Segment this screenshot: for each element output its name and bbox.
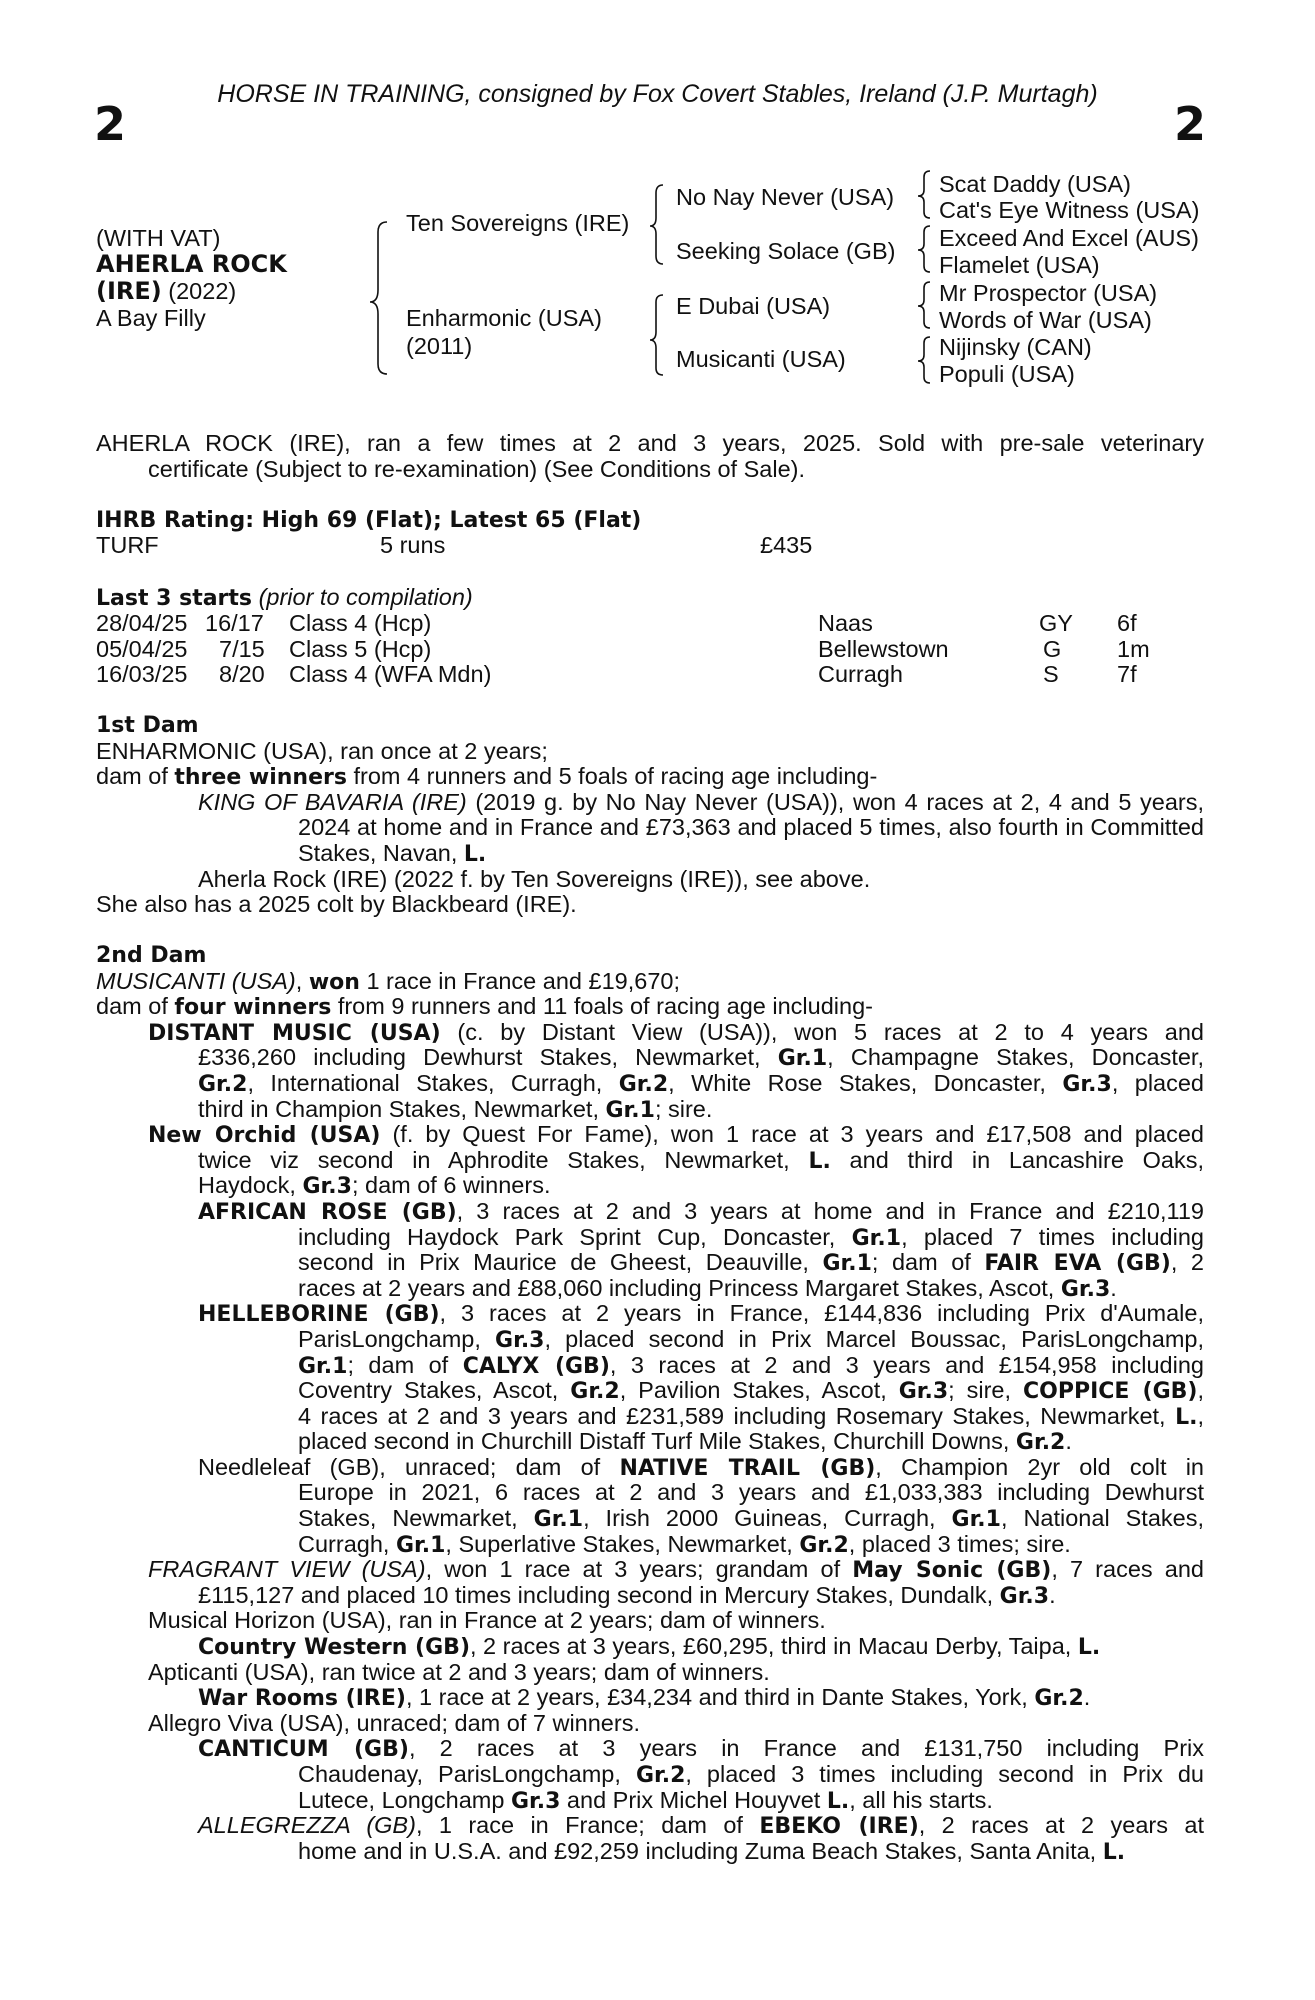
pedigree-dam-year: (2011) (406, 333, 473, 359)
start-row: 16/03/25 8/20 Class 4 (WFA Mdn) Curragh S 7f (96, 661, 1137, 687)
first-dam-heading: 1st Dam (96, 713, 199, 738)
rating-earnings: £435 (760, 532, 813, 558)
first-dam-section: 1st Dam ENHARMONIC (USA), ran once at 2 years; dam of three winners from 4 runners and 5 foals of racing age including- KING OF BAVARIA (IRE) (2019 g. by No Nay Never (USA)), won 4 races at 2, 4 and 5 years, 2024 at home and in France and £73,363 and placed 5 times, also fourth in Committed Stakes, Navan, L. Aherla Rock (IRE) (2022 f. by Ten Sovereigns (IRE)), see above. She also has a 2025 colt by Blackbeard (IRE). (96, 713, 1204, 918)
horse-summary: AHERLA ROCK (IRE), ran a few times at 2 and 3 years, 2025. Sold with pre-sale veterinary certificate (Subject to re-examination) (See Conditions of Sale). (96, 430, 1204, 482)
pedigree-g5: Mr Prospector (USA) (939, 280, 1158, 306)
pedigree-sire-dam: Seeking Solace (GB) (676, 238, 896, 264)
rating-surface: TURF (96, 532, 159, 558)
lot-number-left: 2 (94, 97, 127, 151)
pedigree-g8: Populi (USA) (939, 361, 1075, 387)
pedigree-g7: Nijinsky (CAN) (939, 334, 1092, 360)
pedigree-dam: Enharmonic (USA) (406, 305, 602, 331)
pedigree-g4: Flamelet (USA) (939, 252, 1100, 278)
pedigree-g2: Cat's Eye Witness (USA) (939, 197, 1200, 223)
start-row: 28/04/25 16/17 Class 4 (Hcp) Naas GY 6f (96, 610, 1137, 636)
last-starts-heading: Last 3 starts (prior to compilation) (96, 584, 473, 611)
pedigree-g1: Scat Daddy (USA) (939, 171, 1131, 197)
vat-note: (WITH VAT) (96, 225, 221, 251)
start-row: 05/04/25 7/15 Class 5 (Hcp) Bellewstown G 1m (96, 636, 1150, 662)
pedigree-sire-sire: No Nay Never (USA) (676, 184, 895, 210)
horse-origin: (IRE) (2022) (96, 277, 237, 305)
pedigree-dam-sire: E Dubai (USA) (676, 293, 831, 319)
pedigree-g3: Exceed And Excel (AUS) (939, 225, 1199, 251)
horse-description: A Bay Filly (96, 305, 206, 331)
second-dam-section: 2nd Dam MUSICANTI (USA), won 1 race in France and £19,670; dam of four winners from 9 runners and 11 foals of racing age including- DISTANT MUSIC (USA) (c. by Distant View (USA)), won 5 races at 2 to 4 years and £336,260 including Dewhurst Stakes, Newmarket, Gr.1, Champagne Stakes, Doncaster, Gr.2, International Stakes, Curragh, Gr.2, White Rose Stakes, Doncaster, Gr.3, placed third in Champion Stakes, Newmarket, Gr.1; sire. New Orchid (USA) (f. by Quest For Fame), won 1 race at 3 years and £17,508 and placed twice viz second in Aphrodite Stakes, Newmarket, L. and third in Lancashire Oaks, Haydock, Gr.3; dam of 6 winners. AFRICAN ROSE (GB), 3 races at 2 and 3 years at home and in France and £210,119 including Haydock Park Sprint Cup, Doncaster, Gr.1, placed 7 times including second in Prix Maurice de Gheest, Deauville, Gr.1; dam of FAIR EVA (GB), 2 races at 2 years and £88,060 including Princess Margaret Stakes, Ascot, Gr.3. HELLEBORINE (GB), 3 races at 2 years in France, £144,836 including Prix d'Aumale, ParisLongchamp, Gr.3, placed second in Prix Marcel Boussac, ParisLongchamp, Gr.1; dam of CALYX (GB), 3 races at 2 and 3 years and £154,958 including Coventry Stakes, Ascot, Gr.2, Pavilion Stakes, Ascot, Gr.3; sire, COPPICE (GB), 4 races at 2 and 3 years and £231,589 including Rosemary Stakes, Newmarket, L., placed second in Churchill Distaff Turf Mile Stakes, Churchill Downs, Gr.2. Needleleaf (GB), unraced; dam of NATIVE TRAIL (GB), Champion 2yr old colt in Europe in 2021, 6 races at 2 and 3 years and £1,033,383 including Dewhurst Stakes, Newmarket, Gr.1, Irish 2000 Guineas, Curragh, Gr.1, National Stakes, Curragh, Gr.1, Superlative Stakes, Newmarket, Gr.2, placed 3 times; sire. FRAGRANT VIEW (USA), won 1 race at 3 years; grandam of May Sonic (GB), 7 races and £115,127 and placed 10 times including second in Mercury Stakes, Dundalk, Gr.3. Musical Horizon (USA), ran in France at 2 years; dam of winners. Country Western (GB), 2 races at 3 years, £60,295, third in Macau Derby, Taipa, L. Apticanti (USA), ran twice at 2 and 3 years; dam of winners. War Rooms (IRE), 1 race at 2 years, £34,234 and third in Dante Stakes, York, Gr.2. Allegro Viva (USA), unraced; dam of 7 winners. CANTICUM (GB), 2 races at 3 years in France and £131,750 including Prix Chaudenay, ParisLongchamp, Gr.2, placed 3 times including second in Prix du Lutece, Longchamp Gr.3 and Prix Michel Houyvet L., all his starts. ALLEGREZZA (GB), 1 race in France; dam of EBEKO (IRE), 2 races at 2 years at home and in U.S.A. and £92,259 including Zuma Beach Stakes, Santa Anita, L. (96, 943, 1205, 1865)
page-title: HORSE IN TRAINING, consigned by Fox Covert Stables, Ireland (J.P. Murtagh) (217, 80, 1098, 108)
horse-name: AHERLA ROCK (96, 250, 287, 278)
rating-runs: 5 runs (380, 532, 446, 558)
pedigree-dam-dam: Musicanti (USA) (676, 346, 846, 372)
rating-heading: IHRB Rating: High 69 (Flat); Latest 65 (Flat) (96, 508, 642, 533)
second-dam-heading: 2nd Dam (96, 943, 207, 968)
lot-number-right: 2 (1174, 97, 1207, 151)
pedigree-sire: Ten Sovereigns (IRE) (406, 210, 630, 236)
pedigree-g6: Words of War (USA) (939, 307, 1152, 333)
